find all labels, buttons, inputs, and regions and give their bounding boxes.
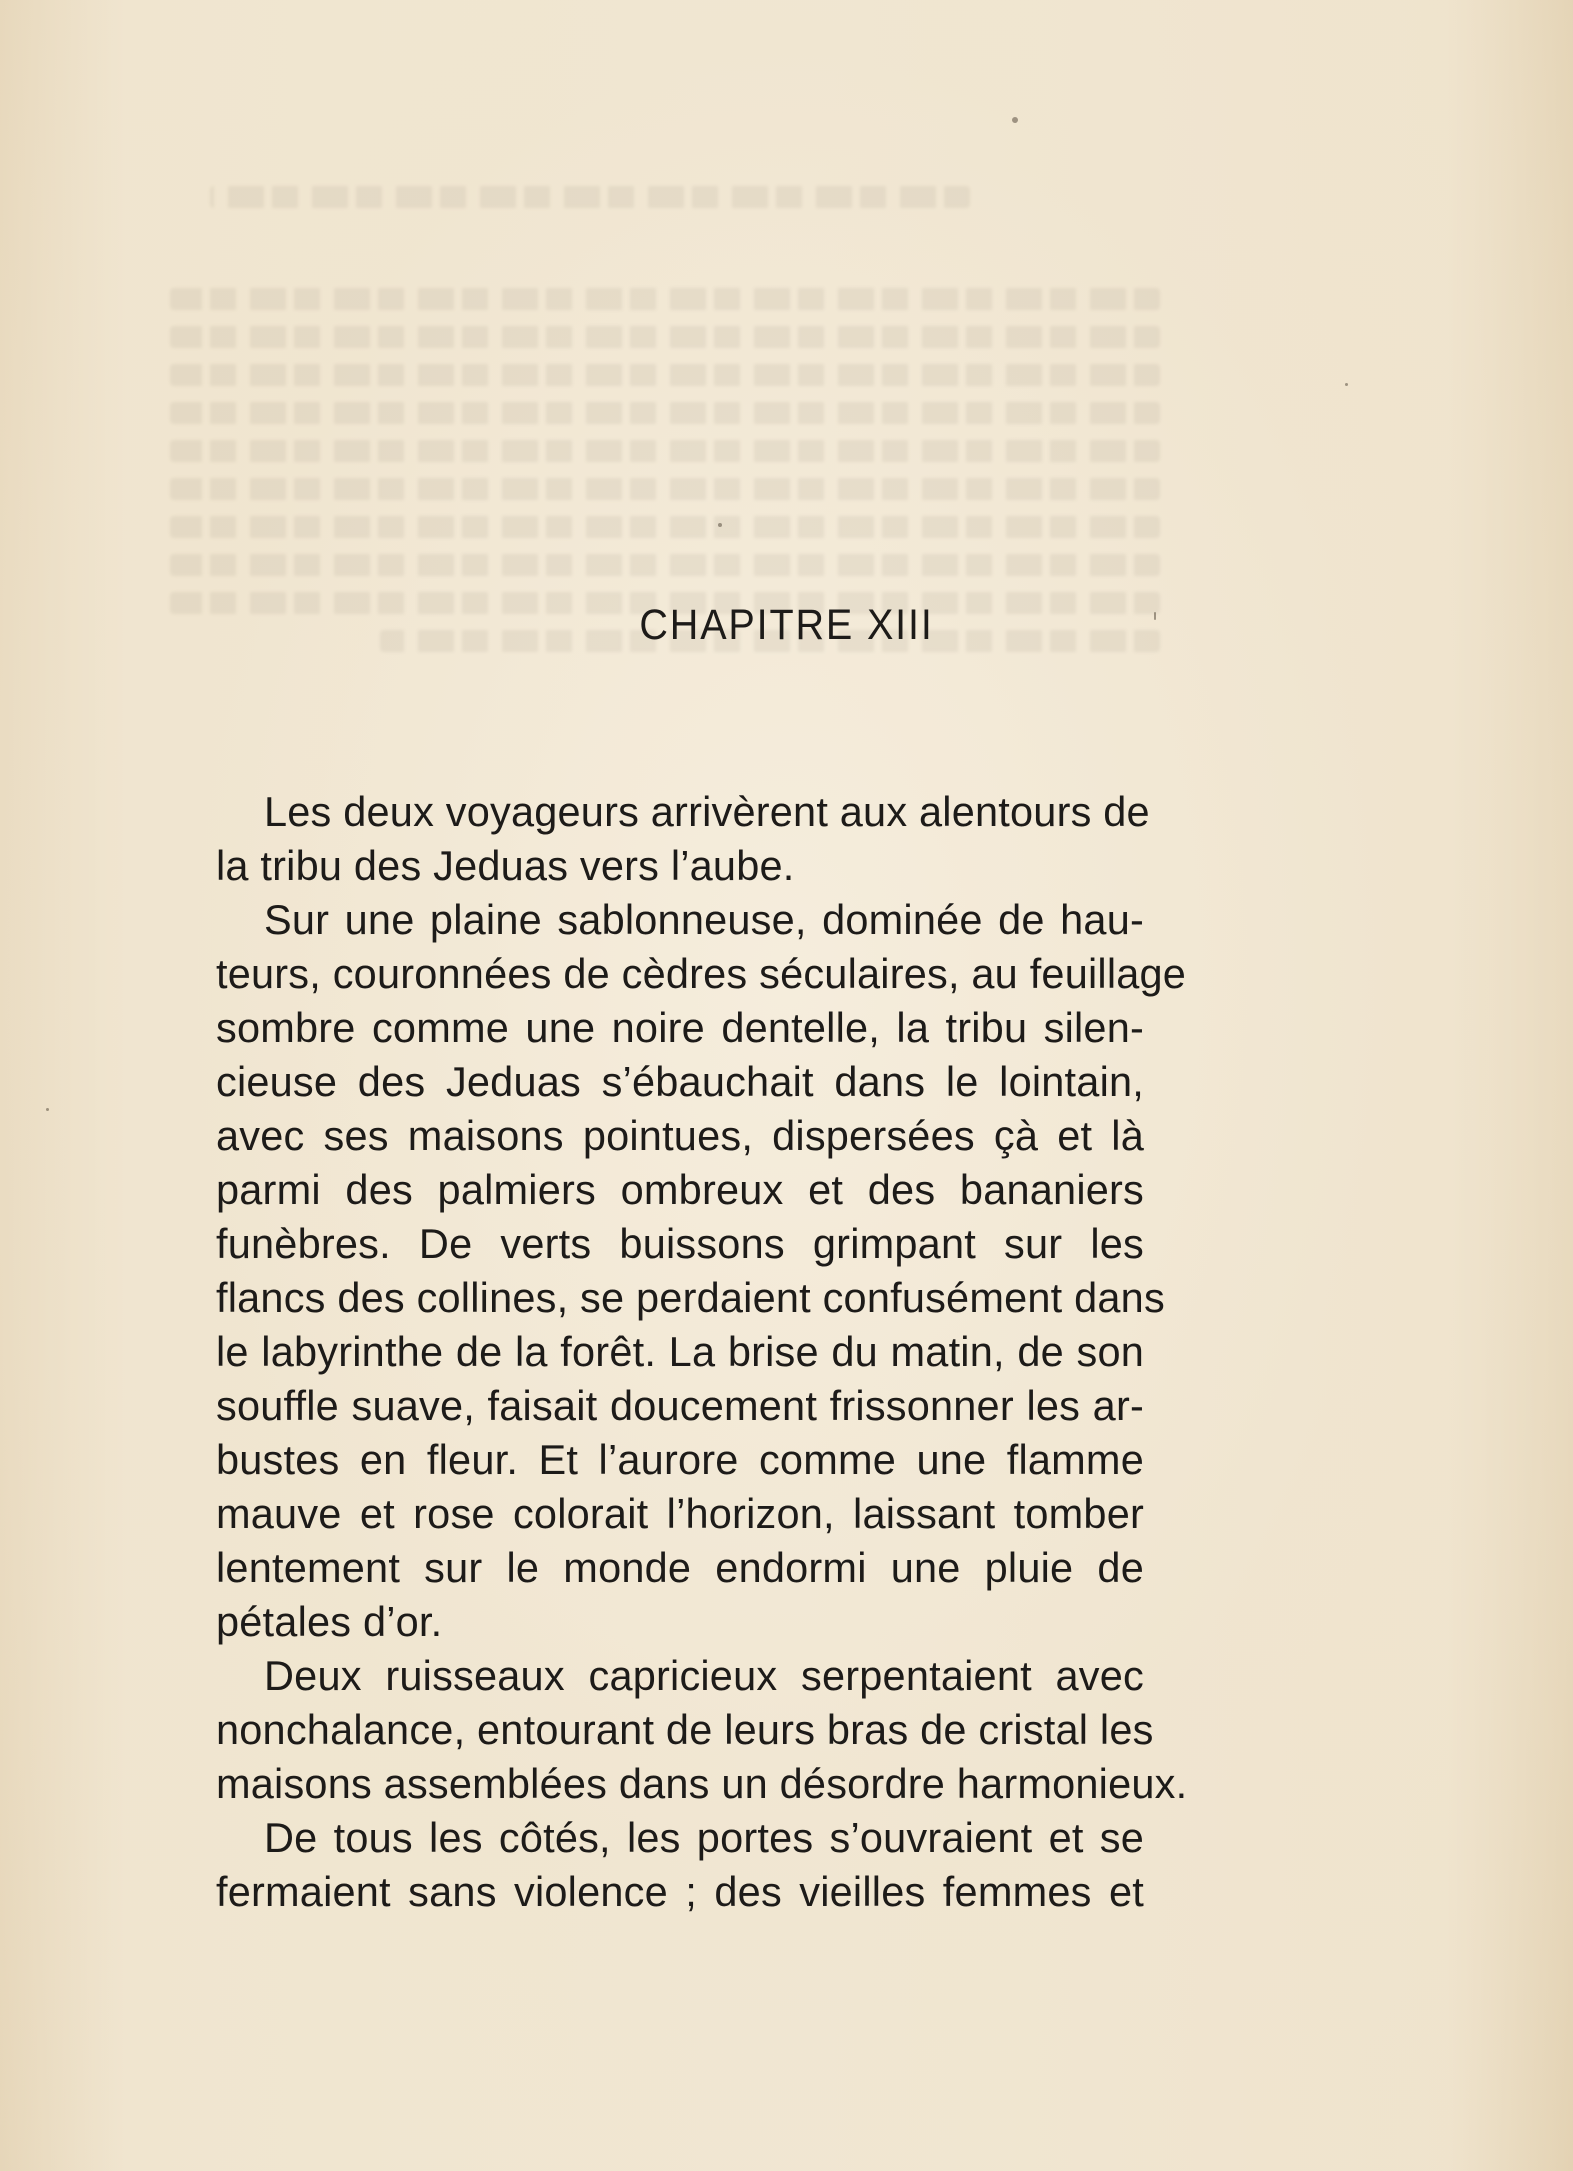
- text-line: maisons assemblées dans un désordre harmonieux.: [216, 1760, 1188, 1807]
- paragraph-4: [168, 1811, 1144, 1919]
- paragraph-2: [168, 893, 1187, 1649]
- text-line: De tous les côtés, les portes s’ouvraient et se: [264, 1814, 1144, 1861]
- paper-speck: [1154, 612, 1156, 620]
- text-line: sombre comme une noire dentelle, la tribu silen-: [216, 1004, 1144, 1051]
- paper-speck: [1012, 117, 1018, 123]
- text-line: le labyrinthe de la forêt. La brise du matin, de son: [216, 1328, 1144, 1375]
- text-line: nonchalance, entourant de leurs bras de cristal les: [216, 1706, 1154, 1753]
- text-line: cieuse des Jeduas s’ébauchait dans le lointain,: [216, 1058, 1144, 1105]
- text-line: Deux ruisseaux capricieux serpentaient avec: [264, 1652, 1144, 1699]
- text-line: la tribu des Jeduas vers l’aube.: [216, 842, 795, 889]
- text-line: flancs des collines, se perdaient confusément dans: [216, 1274, 1165, 1321]
- paragraph-3: [168, 1649, 1188, 1811]
- text-line: funèbres. De verts buissons grimpant sur les: [216, 1220, 1144, 1267]
- paper-speck: [1345, 383, 1348, 386]
- text-line: teurs, couronnées de cèdres séculaires, au feuillage: [216, 950, 1187, 997]
- text-line: fermaient sans violence ; des vieilles femmes et: [216, 1868, 1144, 1915]
- paper-speck: [718, 523, 722, 527]
- body-text: [168, 785, 1188, 1919]
- chapter-title: CHAPITRE XIII: [639, 601, 934, 649]
- text-line: souffle suave, faisait doucement frissonner les ar-: [216, 1382, 1144, 1429]
- paper-speck: [46, 1108, 49, 1111]
- text-line: Les deux voyageurs arrivèrent aux alentours de: [264, 788, 1150, 835]
- text-line: pétales d’or.: [216, 1598, 443, 1645]
- text-line: lentement sur le monde endormi une pluie de: [216, 1544, 1144, 1591]
- paragraph-1: [168, 785, 1150, 893]
- text-line: avec ses maisons pointues, dispersées çà et là: [216, 1112, 1144, 1159]
- text-line: Sur une plaine sablonneuse, dominée de hau-: [264, 896, 1144, 943]
- text-line: mauve et rose colorait l’horizon, laissant tomber: [216, 1490, 1144, 1537]
- text-line: parmi des palmiers ombreux et des bananiers: [216, 1166, 1144, 1213]
- text-line: bustes en fleur. Et l’aurore comme une flamme: [216, 1436, 1144, 1483]
